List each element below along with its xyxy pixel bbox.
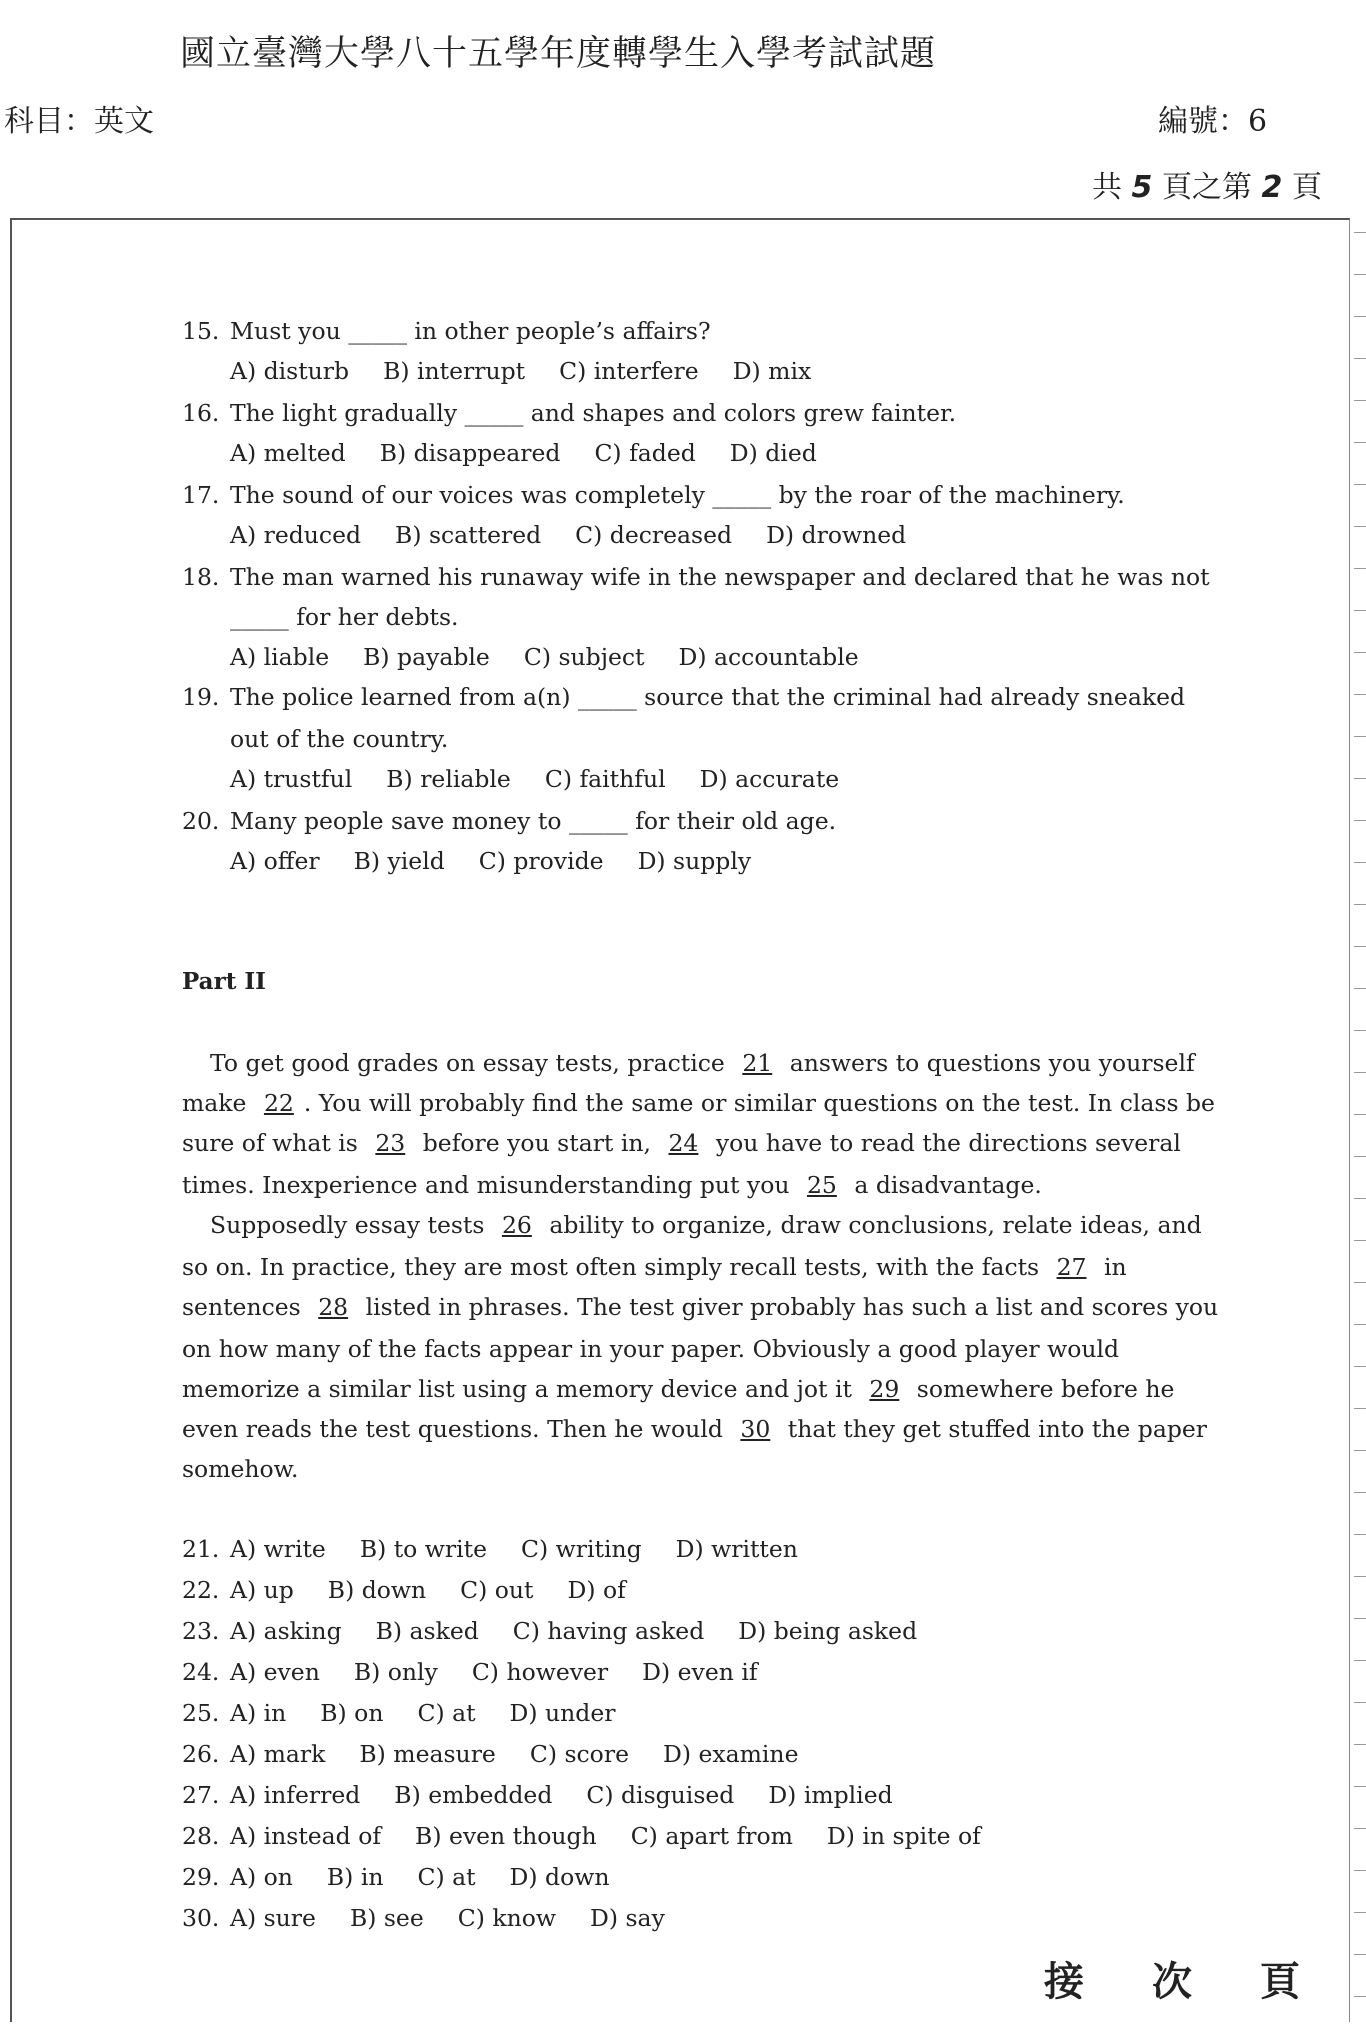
passage-text: memorize a similar list using a memory device and jot it: [182, 1375, 852, 1403]
question-20: [182, 806, 836, 836]
margin-tick: [1354, 1702, 1366, 1703]
footer-char: 次: [1152, 1958, 1200, 2005]
option: B) scattered: [395, 521, 542, 549]
option: C) score: [529, 1740, 629, 1768]
margin-tick: [1354, 1282, 1366, 1283]
question-text: The sound of our voices was completely _____ by the roar of the machinery.: [230, 481, 1125, 509]
exam-title: 國立臺灣大學八十五學年度轉學生入學考試試題: [180, 34, 937, 74]
passage-text: sure of what is: [182, 1129, 358, 1157]
option: B) only: [353, 1658, 438, 1686]
option: D) under: [509, 1699, 616, 1727]
option: B) asked: [375, 1617, 479, 1645]
page-mid: 頁之第: [1161, 170, 1252, 205]
margin-tick: [1354, 1492, 1366, 1493]
option: C) provide: [478, 847, 604, 875]
answer-row-26: [182, 1739, 798, 1769]
passage-text: so on. In practice, they are most often simply recall tests, with the facts: [182, 1253, 1040, 1281]
margin-tick: [1354, 1408, 1366, 1409]
margin-tick: [1354, 1114, 1366, 1115]
blank-24: 24: [668, 1129, 699, 1157]
passage-text: answers to questions you yourself: [789, 1049, 1195, 1077]
option: B) measure: [359, 1740, 496, 1768]
margin-tick: [1354, 232, 1366, 233]
margin-tick: [1354, 1156, 1366, 1157]
option: A) asking: [230, 1617, 342, 1645]
option: B) to write: [359, 1535, 488, 1563]
blank-23: 23: [375, 1129, 406, 1157]
question-number: 19.: [182, 683, 220, 711]
passage-text: somewhere before he: [916, 1375, 1175, 1403]
margin-tick: [1354, 904, 1366, 905]
option: D) examine: [662, 1740, 799, 1768]
option: C) decreased: [575, 521, 733, 549]
option: B) reliable: [386, 765, 511, 793]
question-15: [182, 316, 711, 346]
option: A) even: [230, 1658, 320, 1686]
margin-tick: [1354, 1366, 1366, 1367]
option: C) disguised: [586, 1781, 735, 1809]
footer-char: 接: [1044, 1958, 1092, 2005]
passage-line: [210, 1210, 1202, 1240]
margin-tick: [1354, 484, 1366, 485]
option: D) being asked: [738, 1617, 918, 1645]
question-text: _____ for her debts.: [230, 603, 459, 631]
margin-tick: [1354, 526, 1366, 527]
option: D) drowned: [766, 521, 907, 549]
margin-tick: [1354, 1576, 1366, 1577]
answer-row-28: [182, 1821, 981, 1851]
margin-tick: [1354, 946, 1366, 947]
question-text: The man warned his runaway wife in the newspaper and declared that he was not: [230, 563, 1210, 591]
answer-row-30: [182, 1903, 665, 1933]
margin-tick: [1354, 1744, 1366, 1745]
option: B) embedded: [394, 1781, 553, 1809]
passage-text: on how many of the facts appear in your paper. Obviously a good player would: [182, 1335, 1120, 1363]
question-19-cont: [230, 724, 448, 754]
options-20: [230, 846, 751, 876]
margin-tick: [1354, 1828, 1366, 1829]
option: A) reduced: [230, 521, 362, 549]
passage-text: sentences: [182, 1293, 301, 1321]
passage-text: a disadvantage.: [854, 1171, 1042, 1199]
margin-tick: [1354, 988, 1366, 989]
option: B) disappeared: [379, 439, 561, 467]
margin-tick: [1354, 316, 1366, 317]
question-number: 18.: [182, 563, 220, 591]
option: B) payable: [363, 643, 490, 671]
option: A) in: [230, 1699, 287, 1727]
option: D) down: [509, 1863, 610, 1891]
options-18: [230, 642, 859, 672]
option: A) mark: [230, 1740, 326, 1768]
options-16: [230, 438, 817, 468]
page-current: 2: [1261, 170, 1283, 205]
question-number: 29.: [182, 1863, 220, 1891]
answer-row-21: [182, 1534, 798, 1564]
option: D) written: [675, 1535, 798, 1563]
option: D) even if: [642, 1658, 758, 1686]
option: B) in: [326, 1863, 384, 1891]
question-text: The police learned from a(n) _____ source that the criminal had already sneaked: [230, 683, 1186, 711]
question-number: 28.: [182, 1822, 220, 1850]
option: D) say: [590, 1904, 665, 1932]
margin-tick: [1354, 610, 1366, 611]
passage-text: even reads the test questions. Then he would: [182, 1415, 723, 1443]
option: D) mix: [732, 357, 812, 385]
question-number: 20.: [182, 807, 220, 835]
margin-tick: [1354, 1912, 1366, 1913]
subject-label: 科目：英文: [4, 104, 154, 139]
margin-tick: [1354, 862, 1366, 863]
answer-row-25: [182, 1698, 615, 1728]
option: C) at: [417, 1699, 476, 1727]
page-total: 5: [1131, 170, 1153, 205]
margin-tick: [1354, 400, 1366, 401]
option: C) out: [460, 1576, 534, 1604]
margin-tick: [1354, 778, 1366, 779]
option: A) write: [230, 1535, 326, 1563]
question-18-cont: [230, 602, 458, 632]
passage-line: [182, 1088, 1215, 1118]
option: C) at: [417, 1863, 476, 1891]
option: D) in spite of: [826, 1822, 981, 1850]
margin-tick: [1354, 1660, 1366, 1661]
option: A) inferred: [230, 1781, 361, 1809]
question-number: 21.: [182, 1535, 220, 1563]
passage-text: that they get stuffed into the paper: [787, 1415, 1208, 1443]
passage-text: times. Inexperience and misunderstanding put you: [182, 1171, 790, 1199]
passage-text: before you start in,: [422, 1129, 651, 1157]
option: B) on: [320, 1699, 384, 1727]
option: C) interfere: [559, 357, 699, 385]
answer-row-27: [182, 1780, 893, 1810]
option: D) died: [729, 439, 817, 467]
margin-tick: [1354, 568, 1366, 569]
option: A) sure: [230, 1904, 316, 1932]
options-15: [230, 356, 811, 386]
option: C) apart from: [630, 1822, 793, 1850]
question-number: 27.: [182, 1781, 220, 1809]
options-19: [230, 764, 839, 794]
option: B) yield: [353, 847, 445, 875]
blank-21: 21: [742, 1049, 773, 1077]
part2-heading: Part II: [182, 968, 266, 995]
footer-char: 頁: [1260, 1958, 1308, 2005]
margin-tick: [1354, 1786, 1366, 1787]
exam-code: 編號：6: [1158, 104, 1268, 139]
passage-line: [210, 1048, 1195, 1078]
continue-next-page: [1044, 1950, 1308, 2007]
question-17: [182, 480, 1125, 510]
margin-tick: [1354, 1618, 1366, 1619]
margin-tick: [1354, 1996, 1366, 1997]
option: C) know: [457, 1904, 557, 1932]
passage-line: [182, 1292, 1218, 1322]
passage-text: somehow.: [182, 1455, 299, 1483]
question-number: 15.: [182, 317, 220, 345]
question-number: 22.: [182, 1576, 220, 1604]
passage-text: make: [182, 1089, 247, 1117]
passage-text: . You will probably find the same or similar questions on the test. In class be: [303, 1089, 1215, 1117]
margin-tick: [1354, 1450, 1366, 1451]
option: C) however: [471, 1658, 609, 1686]
question-number: 30.: [182, 1904, 220, 1932]
option: B) even though: [415, 1822, 597, 1850]
passage-text: To get good grades on essay tests, practice: [210, 1049, 725, 1077]
option: D) of: [567, 1576, 626, 1604]
question-text: The light gradually _____ and shapes and colors grew fainter.: [230, 399, 957, 427]
option: C) faithful: [544, 765, 666, 793]
passage-text: in: [1103, 1253, 1127, 1281]
option: A) disturb: [230, 357, 350, 385]
question-number: 16.: [182, 399, 220, 427]
option: A) on: [230, 1863, 293, 1891]
page-pre: 共: [1092, 170, 1122, 205]
blank-28: 28: [318, 1293, 349, 1321]
option: D) accountable: [678, 643, 859, 671]
option: A) up: [230, 1576, 294, 1604]
answer-row-22: [182, 1575, 626, 1605]
blank-27: 27: [1056, 1253, 1087, 1281]
passage-text: Supposedly essay tests: [210, 1211, 485, 1239]
answer-row-29: [182, 1862, 609, 1892]
blank-30: 30: [740, 1415, 771, 1443]
margin-tick: [1354, 274, 1366, 275]
answer-row-23: [182, 1616, 917, 1646]
options-17: [230, 520, 906, 550]
blank-29: 29: [869, 1375, 900, 1403]
blank-22: 22: [263, 1089, 294, 1117]
question-number: 25.: [182, 1699, 220, 1727]
option: A) liable: [230, 643, 330, 671]
margin-tick: [1354, 652, 1366, 653]
answer-row-24: [182, 1657, 758, 1687]
margin-tick: [1354, 694, 1366, 695]
margin-tick: [1354, 358, 1366, 359]
passage-text: listed in phrases. The test giver probably has such a list and scores you: [365, 1293, 1219, 1321]
option: B) down: [327, 1576, 427, 1604]
option: D) supply: [637, 847, 752, 875]
passage-line: [182, 1170, 1042, 1200]
question-18: [182, 562, 1210, 592]
passage-line: [182, 1454, 298, 1484]
margin-tick: [1354, 1954, 1366, 1955]
question-number: 24.: [182, 1658, 220, 1686]
question-number: 17.: [182, 481, 220, 509]
margin-tick: [1354, 1240, 1366, 1241]
option: C) subject: [523, 643, 645, 671]
passage-line: [182, 1414, 1207, 1444]
question-number: 23.: [182, 1617, 220, 1645]
option: B) interrupt: [383, 357, 526, 385]
option: A) trustful: [230, 765, 353, 793]
option: C) writing: [521, 1535, 642, 1563]
option: D) accurate: [699, 765, 840, 793]
passage-text: ability to organize, draw conclusions, relate ideas, and: [549, 1211, 1202, 1239]
margin-tick: [1354, 820, 1366, 821]
option: D) implied: [768, 1781, 893, 1809]
margin-tick: [1354, 1198, 1366, 1199]
option: C) having asked: [512, 1617, 705, 1645]
page-indicator: [1092, 162, 1322, 206]
margin-tick: [1354, 736, 1366, 737]
margin-tick: [1354, 442, 1366, 443]
margin-tick: [1354, 1534, 1366, 1535]
option: B) see: [349, 1904, 424, 1932]
page-post: 頁: [1291, 170, 1322, 205]
passage-line: [182, 1334, 1119, 1364]
blank-25: 25: [806, 1171, 837, 1199]
option: A) offer: [230, 847, 320, 875]
margin-tick: [1354, 1870, 1366, 1871]
margin-tick: [1354, 1324, 1366, 1325]
passage-line: [182, 1252, 1127, 1282]
option: A) melted: [230, 439, 346, 467]
question-16: [182, 398, 956, 428]
passage-text: you have to read the directions several: [715, 1129, 1181, 1157]
passage-line: [182, 1374, 1174, 1404]
blank-26: 26: [501, 1211, 532, 1239]
question-text: Many people save money to _____ for their old age.: [230, 807, 837, 835]
question-19: [182, 682, 1185, 712]
passage-line: [182, 1128, 1181, 1158]
question-text: Must you _____ in other people’s affairs?: [230, 317, 711, 345]
question-number: 26.: [182, 1740, 220, 1768]
margin-tick: [1354, 1072, 1366, 1073]
option: A) instead of: [230, 1822, 382, 1850]
margin-tick: [1354, 1030, 1366, 1031]
option: C) faded: [594, 439, 696, 467]
question-text: out of the country.: [230, 725, 449, 753]
